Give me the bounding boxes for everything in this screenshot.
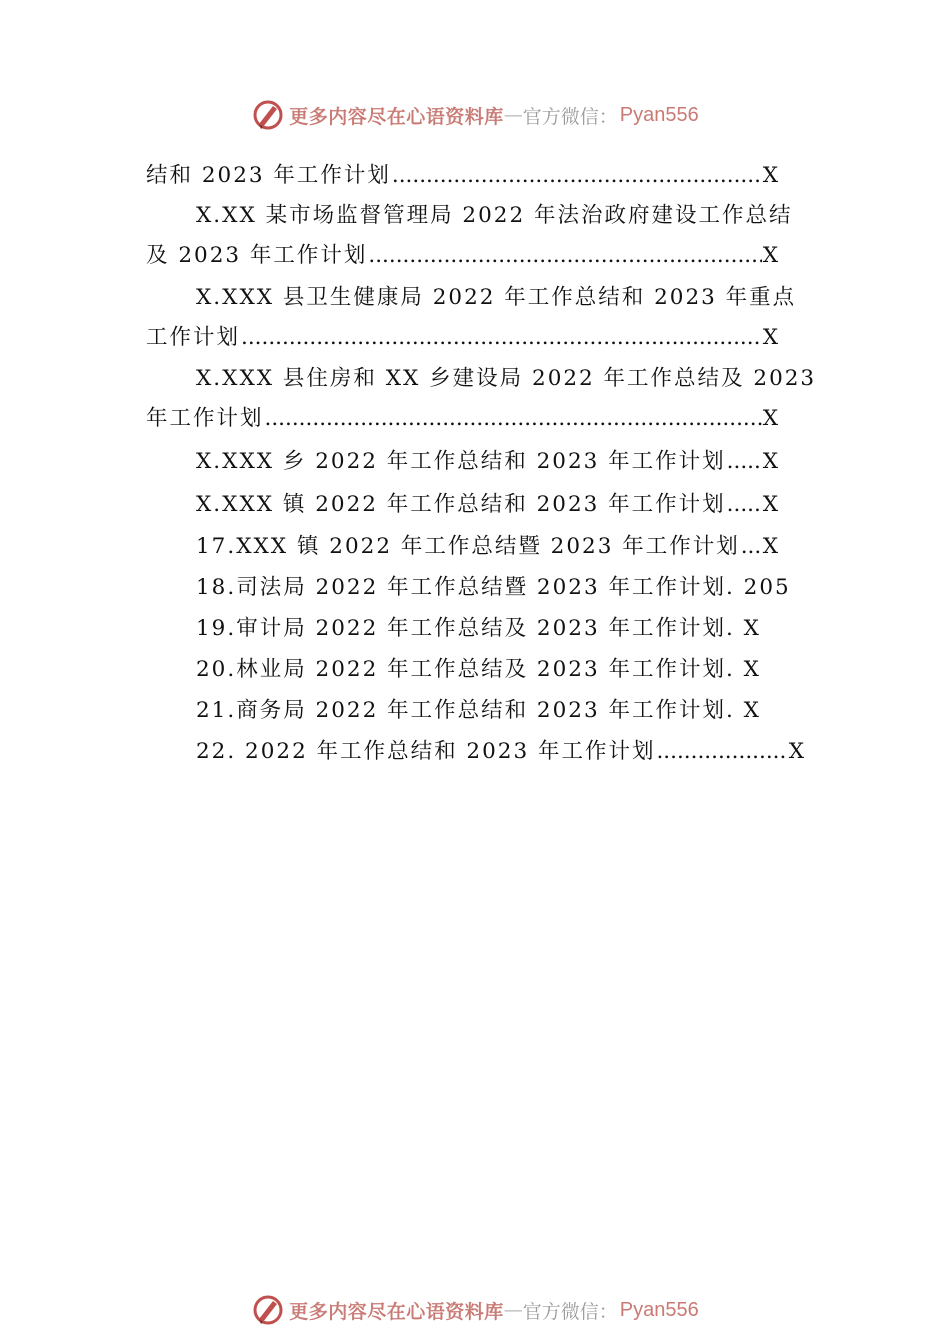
banner-wechat-label: 官方微信：: [522, 105, 618, 128]
toc-entry-line: [146, 241, 780, 271]
toc-entry-text: 22. 2022 年工作总结和 2023 年工作计划: [196, 739, 656, 764]
toc-entry-text: 结和 2023 年工作计划: [146, 163, 391, 188]
header-watermark-banner: [0, 95, 950, 135]
toc-leader-dots: [265, 404, 762, 434]
toc-entry-text: X.XX 某市场监督管理局 2022 年法治政府建设工作总结: [196, 203, 793, 228]
toc-entry-line: 20.林业局 2022 年工作总结及 2023 年工作计划 . X: [196, 655, 761, 685]
footer-watermark-banner: [0, 1290, 950, 1330]
toc-entry-page: X: [788, 739, 806, 764]
toc-entry-text: X.XXX 县卫生健康局 2022 年工作总结和 2023 年重点: [196, 285, 797, 310]
toc-entry-line: [146, 404, 780, 434]
banner-slogan: 更多内容尽在心语资料库: [289, 1300, 504, 1323]
toc-entry-line: [146, 161, 780, 191]
toc-leader-dots: [741, 532, 762, 562]
toc-leader-dots: [392, 161, 762, 191]
toc-entry-page: X: [743, 616, 761, 641]
toc-leader-dots: [727, 447, 762, 477]
toc-entry-line: 21.商务局 2022 年工作总结和 2023 年工作计划 . X: [196, 696, 761, 726]
toc-entry-line: [196, 447, 780, 477]
toc-entry-page: X: [762, 449, 780, 474]
toc-entry-page: X: [762, 243, 780, 268]
pen-logo-icon: [251, 1293, 285, 1327]
toc-entry-line: [196, 532, 780, 562]
toc-leader-dots: [241, 323, 762, 353]
toc-entry-page: X: [762, 406, 780, 431]
toc-entry-text: 18.司法局 2022 年工作总结暨 2023 年工作计划: [196, 575, 726, 600]
toc-entry-page: X: [762, 492, 780, 517]
toc-entry-line: 18.司法局 2022 年工作总结暨 2023 年工作计划 . 205: [196, 573, 791, 603]
toc-leader-dots: [727, 490, 762, 520]
pen-logo-icon: [251, 98, 285, 132]
toc-entry-page: X: [743, 698, 761, 723]
toc-entry-line: [196, 737, 806, 767]
toc-entry-page: 205: [743, 575, 791, 600]
banner-wechat-label: 官方微信：: [522, 1300, 618, 1323]
toc-entry-page: X: [762, 534, 780, 559]
toc-entry-text: 17.XXX 镇 2022 年工作总结暨 2023 年工作计划: [196, 534, 740, 559]
toc-entry-line: [196, 490, 780, 520]
toc-entry-line: [196, 201, 792, 231]
toc-entry-page: X: [762, 325, 780, 350]
toc-entry-page: X: [743, 657, 761, 682]
toc-entry-line: [196, 364, 816, 394]
banner-dash: —: [503, 104, 523, 126]
toc-entry-text: 19.审计局 2022 年工作总结及 2023 年工作计划: [196, 616, 726, 641]
toc-entry-text: 及 2023 年工作计划: [146, 243, 368, 268]
banner-slogan: 更多内容尽在心语资料库: [289, 105, 504, 128]
toc-leader-dots: [656, 737, 787, 767]
banner-dash: —: [503, 1299, 523, 1321]
toc-entry-text: 工作计划: [146, 325, 241, 350]
toc-entry-text: 21.商务局 2022 年工作总结和 2023 年工作计划: [196, 698, 726, 723]
toc-entry-line: 19.审计局 2022 年工作总结及 2023 年工作计划 . X: [196, 614, 761, 644]
toc-leader-dots: [368, 241, 761, 271]
toc-entry-text: X.XXX 镇 2022 年工作总结和 2023 年工作计划: [196, 492, 726, 517]
toc-entry-page: X: [762, 163, 780, 188]
toc-entry-line: [196, 283, 796, 313]
toc-entry-text: 20.林业局 2022 年工作总结及 2023 年工作计划: [196, 657, 726, 682]
toc-entry-text: X.XXX 乡 2022 年工作总结和 2023 年工作计划: [196, 449, 726, 474]
toc-entry-text: X.XXX 县住房和 XX 乡建设局 2022 年工作总结及 2023: [196, 366, 817, 391]
banner-wechat-id: Pyan556: [619, 1298, 699, 1321]
toc-entry-text: 年工作计划: [146, 406, 264, 431]
banner-wechat-id: Pyan556: [619, 103, 699, 126]
toc-entry-line: [146, 323, 780, 353]
